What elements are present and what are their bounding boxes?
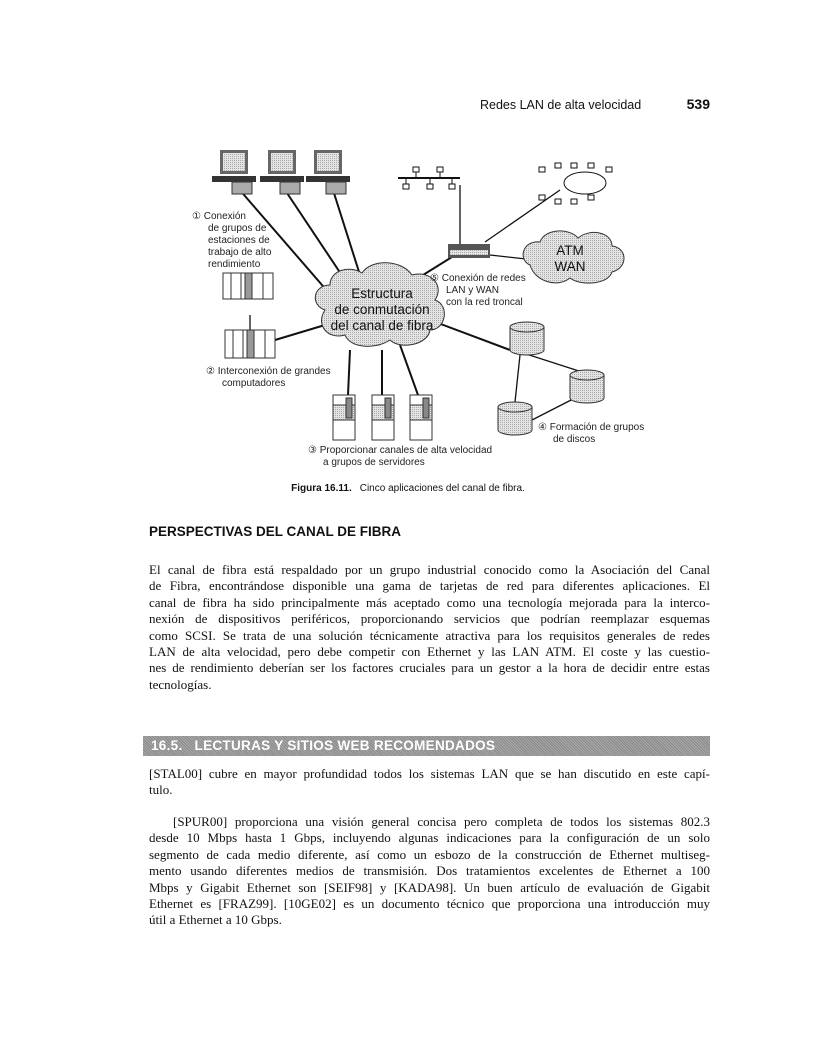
section-number: 16.5. [151, 738, 183, 753]
caption-text: Cinco aplicaciones del canal de fibra. [359, 483, 525, 494]
label-line: de discos [553, 434, 596, 445]
text-line: nes de rendimiento deberían ser los factores cruciales para un gestor a la hora de decidir entre estas [149, 660, 710, 676]
section-title: LECTURAS Y SITIOS WEB RECOMENDADOS [194, 738, 496, 753]
text-line: mento usando diferentes medios de transmisión. Dos tratamientos excelentes de Ethernet a 100 [149, 863, 710, 879]
text-line: [STAL00] cubre en mayor profundidad todos los sistemas LAN que se han discutido en este capí- [149, 766, 710, 781]
text-line: El canal de fibra está respaldado por un grupo industrial conocido como la Asociación del Canal [149, 562, 710, 577]
label-line: a grupos de servidores [323, 457, 425, 468]
paragraph-spur [149, 814, 710, 929]
label-line: con la red troncal [446, 297, 523, 308]
disk-icon [498, 402, 532, 435]
paragraph-perspectives [149, 562, 710, 693]
label-line: ② Interconexión de grandes [206, 366, 331, 377]
text-line: desde 10 Mbps hasta 1 Gbps, incluyendo algunas indicaciones para la configuración de un solo [149, 830, 710, 846]
disk-icons [498, 322, 604, 435]
text-line: útil a Ethernet a 10 Gbps. [149, 912, 282, 928]
section-banner [143, 736, 710, 756]
mainframe-icons [223, 273, 275, 358]
label-line: ③ Proporcionar canales de alta velocidad [308, 445, 493, 456]
text-line: segmento de cada medio diferente, así como un esbozo de la construcción de Ethernet multiseg- [149, 846, 710, 862]
text-line: como SCSI. Se trata de una solución técnicamente atractiva para los requisitos generales de redes [149, 627, 710, 643]
section-heading: PERSPECTIVAS DEL CANAL DE FIBRA [149, 524, 402, 539]
label-line: LAN y WAN [446, 285, 499, 296]
cloud-label-line: de conmutación [334, 302, 430, 317]
paragraph-stal [149, 766, 710, 799]
label-line: estaciones de [208, 235, 270, 246]
text-line: [SPUR00] proporciona una visión general concisa pero completa de todos los sistemas 802.3 [173, 814, 710, 829]
disk-icon [510, 322, 544, 355]
text-line: nexión de dispositivos periféricos, proporcionando servicios que podrían reemplazar esquemas [149, 611, 710, 627]
text-line: tecnologías. [149, 676, 212, 692]
mainframe-icon [223, 273, 273, 299]
label-1 [192, 211, 272, 270]
text-line: Ethernet es [FRAZ99]. [10GE02] es un documento técnico que proporciona una introducción muy [149, 896, 710, 912]
label-line: rendimiento [208, 259, 261, 270]
page-number: 539 [686, 96, 710, 112]
disk-icon [570, 370, 604, 403]
wan-label-line: ATM [556, 243, 584, 258]
workstation-icon [260, 150, 304, 194]
caption-number: Figura 16.11. [291, 483, 352, 494]
label-3 [308, 445, 492, 468]
atm-wan-cloud [523, 231, 624, 283]
ring-lan-icon [539, 163, 612, 204]
workstation-icons [212, 150, 350, 194]
server-icon [410, 395, 432, 440]
label-5 [430, 273, 526, 308]
text-line: Mbps y Gigabit Ethernet son [SEIF98] y [KADA98]. Un buen artículo de evaluación de Gigabit [149, 879, 710, 895]
bus-lan-icon [398, 167, 460, 189]
figure-fibre-channel-diagram [150, 140, 690, 475]
cloud-label-line: del canal de fibra [330, 318, 434, 333]
label-line: de grupos de [208, 223, 267, 234]
fibre-channel-cloud [315, 263, 444, 347]
text-line: de Fibra, encontrándose disponible una gama de tarjetas de red para diferentes aplicaciones. El [149, 578, 710, 594]
server-icon [372, 395, 394, 440]
text-line: tulo. [149, 782, 173, 798]
mainframe-icon [225, 330, 275, 358]
label-line: trabajo de alto [208, 247, 272, 258]
label-line: ⑤ Conexión de redes [430, 273, 526, 284]
label-4 [538, 422, 644, 445]
server-icons [333, 395, 432, 440]
workstation-icon [212, 150, 256, 194]
label-line: ④ Formación de grupos [538, 422, 645, 433]
wan-label-line: WAN [554, 259, 586, 274]
text-line: LAN de alta velocidad, pero debe competir con Ethernet y las LAN ATM. El coste y las cuestio- [149, 644, 710, 660]
label-2 [206, 366, 331, 389]
workstation-icon [306, 150, 350, 194]
cloud-label-line: Estructura [351, 286, 413, 301]
router-switch-icon [448, 244, 490, 258]
text-line: canal de fibra ha sido principalmente más aceptado como una tecnología mejorada para la interco- [149, 594, 710, 610]
figure-caption [0, 483, 816, 494]
server-icon [333, 395, 355, 440]
label-line: computadores [222, 378, 286, 389]
running-header [480, 96, 710, 112]
running-title: Redes LAN de alta velocidad [480, 98, 642, 112]
label-line: ① Conexión [192, 211, 246, 222]
